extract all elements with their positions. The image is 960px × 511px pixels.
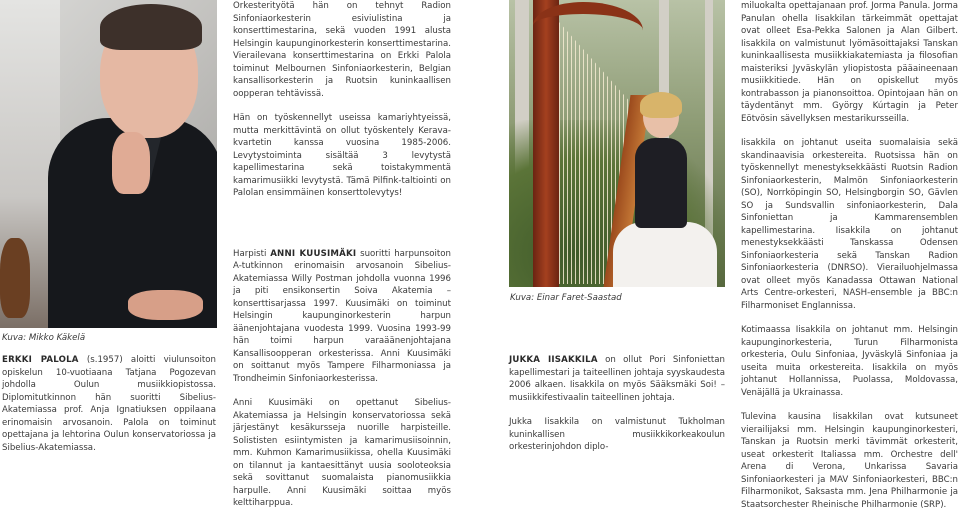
paragraph-anni-kuusimaki-intro (233, 248, 451, 386)
hair-shape (100, 4, 202, 50)
harp-neck-shape (533, 2, 643, 54)
blonde-hair-shape (640, 92, 682, 118)
name-anni-kuusimaki: ANNI KUUSIMÄKI (270, 248, 357, 259)
paragraph-orchestra-work: Orkesterityötä hän on tehnyt Radion Sinfoniaorkesterin esiviulistina ja konserttimestarina, sekä vuoden 1991 alusta Helsingin kaupunginorkesterin konserttimestarina. Vierailevana konserttimestarina on Erkki Palola toiminut Melbournen Sinfoniaorkesterin, Belgian kansallisorkesterin ja Ruotsin kuninkaallisen oopperan tehtävissä. (233, 1, 451, 99)
paragraph-iisakkila-studies: Jukka Iisakkila on valmistunut Tukholman kuninkallisen musiikkikorkeakoulun orkesterinjohdon diplo- (509, 417, 725, 452)
paragraph-iisakkila-scandinavia: Iisakkila on johtanut useita suomalaisia sekä skandinaavisia orkestereita. Ruotsissa hän on työskennellyt menestyksekkäästi Ruotsin Radion Sinfoniaorkesterin, Malmön Sinfoniaorkesterin (SO), Norrköpingin SO, Helsingborgin SO, Gävlen SO ja Sundsvallin sinfoniaorkesterin, Dala Sinfoniettan ja Kammarensemblen kapellimestarina. Iisakkila on johtanut menestyksekkäästi Tanskassa Odensen Sinfoniaorkesteria sekä Tanskan Radion Sinfoniaorkesteria (DNRSO). Vierailuohjelmassa ovat olleet myös Kanadassa Ottawan National Arts Centre-orkesteri, NASH-ensemble ja BBC:n Filharmoniset Englannissa. (741, 138, 958, 311)
hand-on-chin-shape (112, 132, 150, 194)
violin-shape (0, 238, 30, 318)
paragraph-iisakkila-teachers: miluokalta opettajanaan prof. Jorma Panula. Jorma Panulan ohella Iisakkilan tärkeimmät opettajat ovat olleet Esa-Pekka Salonen ja Alan Gilbert. Iisakkila on valmistunut lyömäsoittajaksi Tanskan kuninkaallisesta musiikkiakatemiasta ja filosofian maisteriksi Jyväskylän yliopistosta pääaineenaan musiikkitiede. Hän on opiskellut myös kontrabasson ja pianonsoittoa. Opintojaan hän on täydentänyt mm. György Kúrtagin ja Peter Eötvösin sävellyksen mestarikursseilla. (741, 1, 958, 124)
black-top-shape (635, 138, 687, 228)
resting-hand-shape (128, 290, 203, 320)
name-jukka-iisakkila: JUKKA IISAKKILA (509, 355, 598, 365)
name-erkki-palola: ERKKI PALOLA (2, 355, 79, 365)
paragraph-text: on ollut Pori Sinfoniettan kapellimestari ja taiteellinen johtaja syyskaudesta 2006 alkaen. Iisakkila on myös Sääksmäki Soi! –musiikkifestivaalin taiteellinen johtaja. (509, 355, 726, 403)
paragraph-text: Harpisti (233, 248, 271, 259)
column-1 (2, 354, 216, 454)
white-skirt-shape (613, 222, 717, 287)
photo-credit-2: Kuva: Einar Faret-Saastad (510, 293, 622, 303)
paragraph-text: (s.1957) aloitti viulunsoiton opiskelun 10-vuotiaana Tatjana Pogozevan johdolla Oulun musiikkiopistossa. Diplomitutkinnon hän suoritti Sibelius-Akatemiassa prof. Anja Ignatiuksen oppilaana erinomaisin arvosanoin. Palola on toiminut opettajana ja lehtorina Oulun konservatoriossa ja Sibelius-Akatemiassa. (2, 355, 216, 453)
paragraph-iisakkila-upcoming: Tulevina kausina Iisakkilan ovat kutsuneet vierailijaksi mm. Helsingin kaupunginorkesteri, Tanskan ja Ruotsin merki tävimmät orkesterit, useat orkesterit Italiassa mm. Orchestre dell' Arena di Verona, Unkarissa Savaria Sinfoniaorkesteri ja MAV Sinfoniaorkesteri, BBC:n Filharmonikot, Saksasta mm. Jena Philharmonie ja Staatsorchester Rheinische Philharmonie (SRP). (741, 412, 958, 510)
column-2 (233, 0, 451, 510)
paragraph-jukka-iisakkila-intro (509, 354, 725, 404)
column-4 (741, 0, 958, 511)
harpist-photo (509, 0, 725, 287)
paragraph-anni-teaching: Anni Kuusimäki on opettanut Sibelius-Akatemiassa ja Helsingin konservatoriossa sekä järjestänyt kesäkursseja nuorille harpisteille. Solististen esiintymisten ja kamarimusiisoinnin, mm. Kuhmon Kamarimusiikissa, ohella Kuusimäki on tilannut ja kantaesittänyt uusia sooloteoksia sekä sovittanut suomalaista pianomusiikkia harpulle. Anni Kuusimäki soittaa myös kelttiharppua. (233, 398, 451, 508)
violinist-portrait-photo (0, 0, 217, 328)
photo-credit-1: Kuva: Mikko Käkelä (2, 333, 86, 343)
paragraph-chamber-music: Hän on työskennellyt useissa kamariyhtyeissä, mutta merkittävintä on ollut työskentely Kerava-kvartetin kanssa vuosina 1985-2006. Levytystoiminta sisältää 3 levytystä kapellimestarina sekä toistakymmentä kamarimusiikki levytystä. Tämä Pilfink-taltiointi on Palolan ensimmäinen konserttolevytys! (233, 113, 451, 198)
paragraph-text: suoritti harpunsoiton A-tutkinnon erinomaisin arvosanoin Sibelius-Akatemiassa Willy Postman johdolla vuonna 1996 ja piti ensikonsertin Soiva Akatemia –konserttisarjassa 1997. Kuusimäki on toiminut Helsingin kaupunginorkesterin harpun äänenjohtajana vuodesta 1999. Vuosina 1993-99 hän toimi harpun varaäänenjohtajana Kansallisoopperan orkesterissa. Anni Kuusimäki on soittanut myös Tampere Filharmoniassa ja Trondheimin Sinfoniaorkesterissa. (233, 248, 451, 384)
column-3 (509, 354, 725, 454)
paragraph-erkki-palola-intro (2, 354, 216, 454)
paragraph-iisakkila-domestic: Kotimaassa Iisakkila on johtanut mm. Helsingin kaupunginorkesteria, Turun Filharmonista orkesteria, Oulu Sinfoniaa, Jyväskylä Sinfoniaa ja useita muita orkestereita. Iisakkila on myös johtanut Hollannissa, Puolassa, Moldovassa, Venäjällä ja Ukrainassa. (741, 325, 958, 398)
